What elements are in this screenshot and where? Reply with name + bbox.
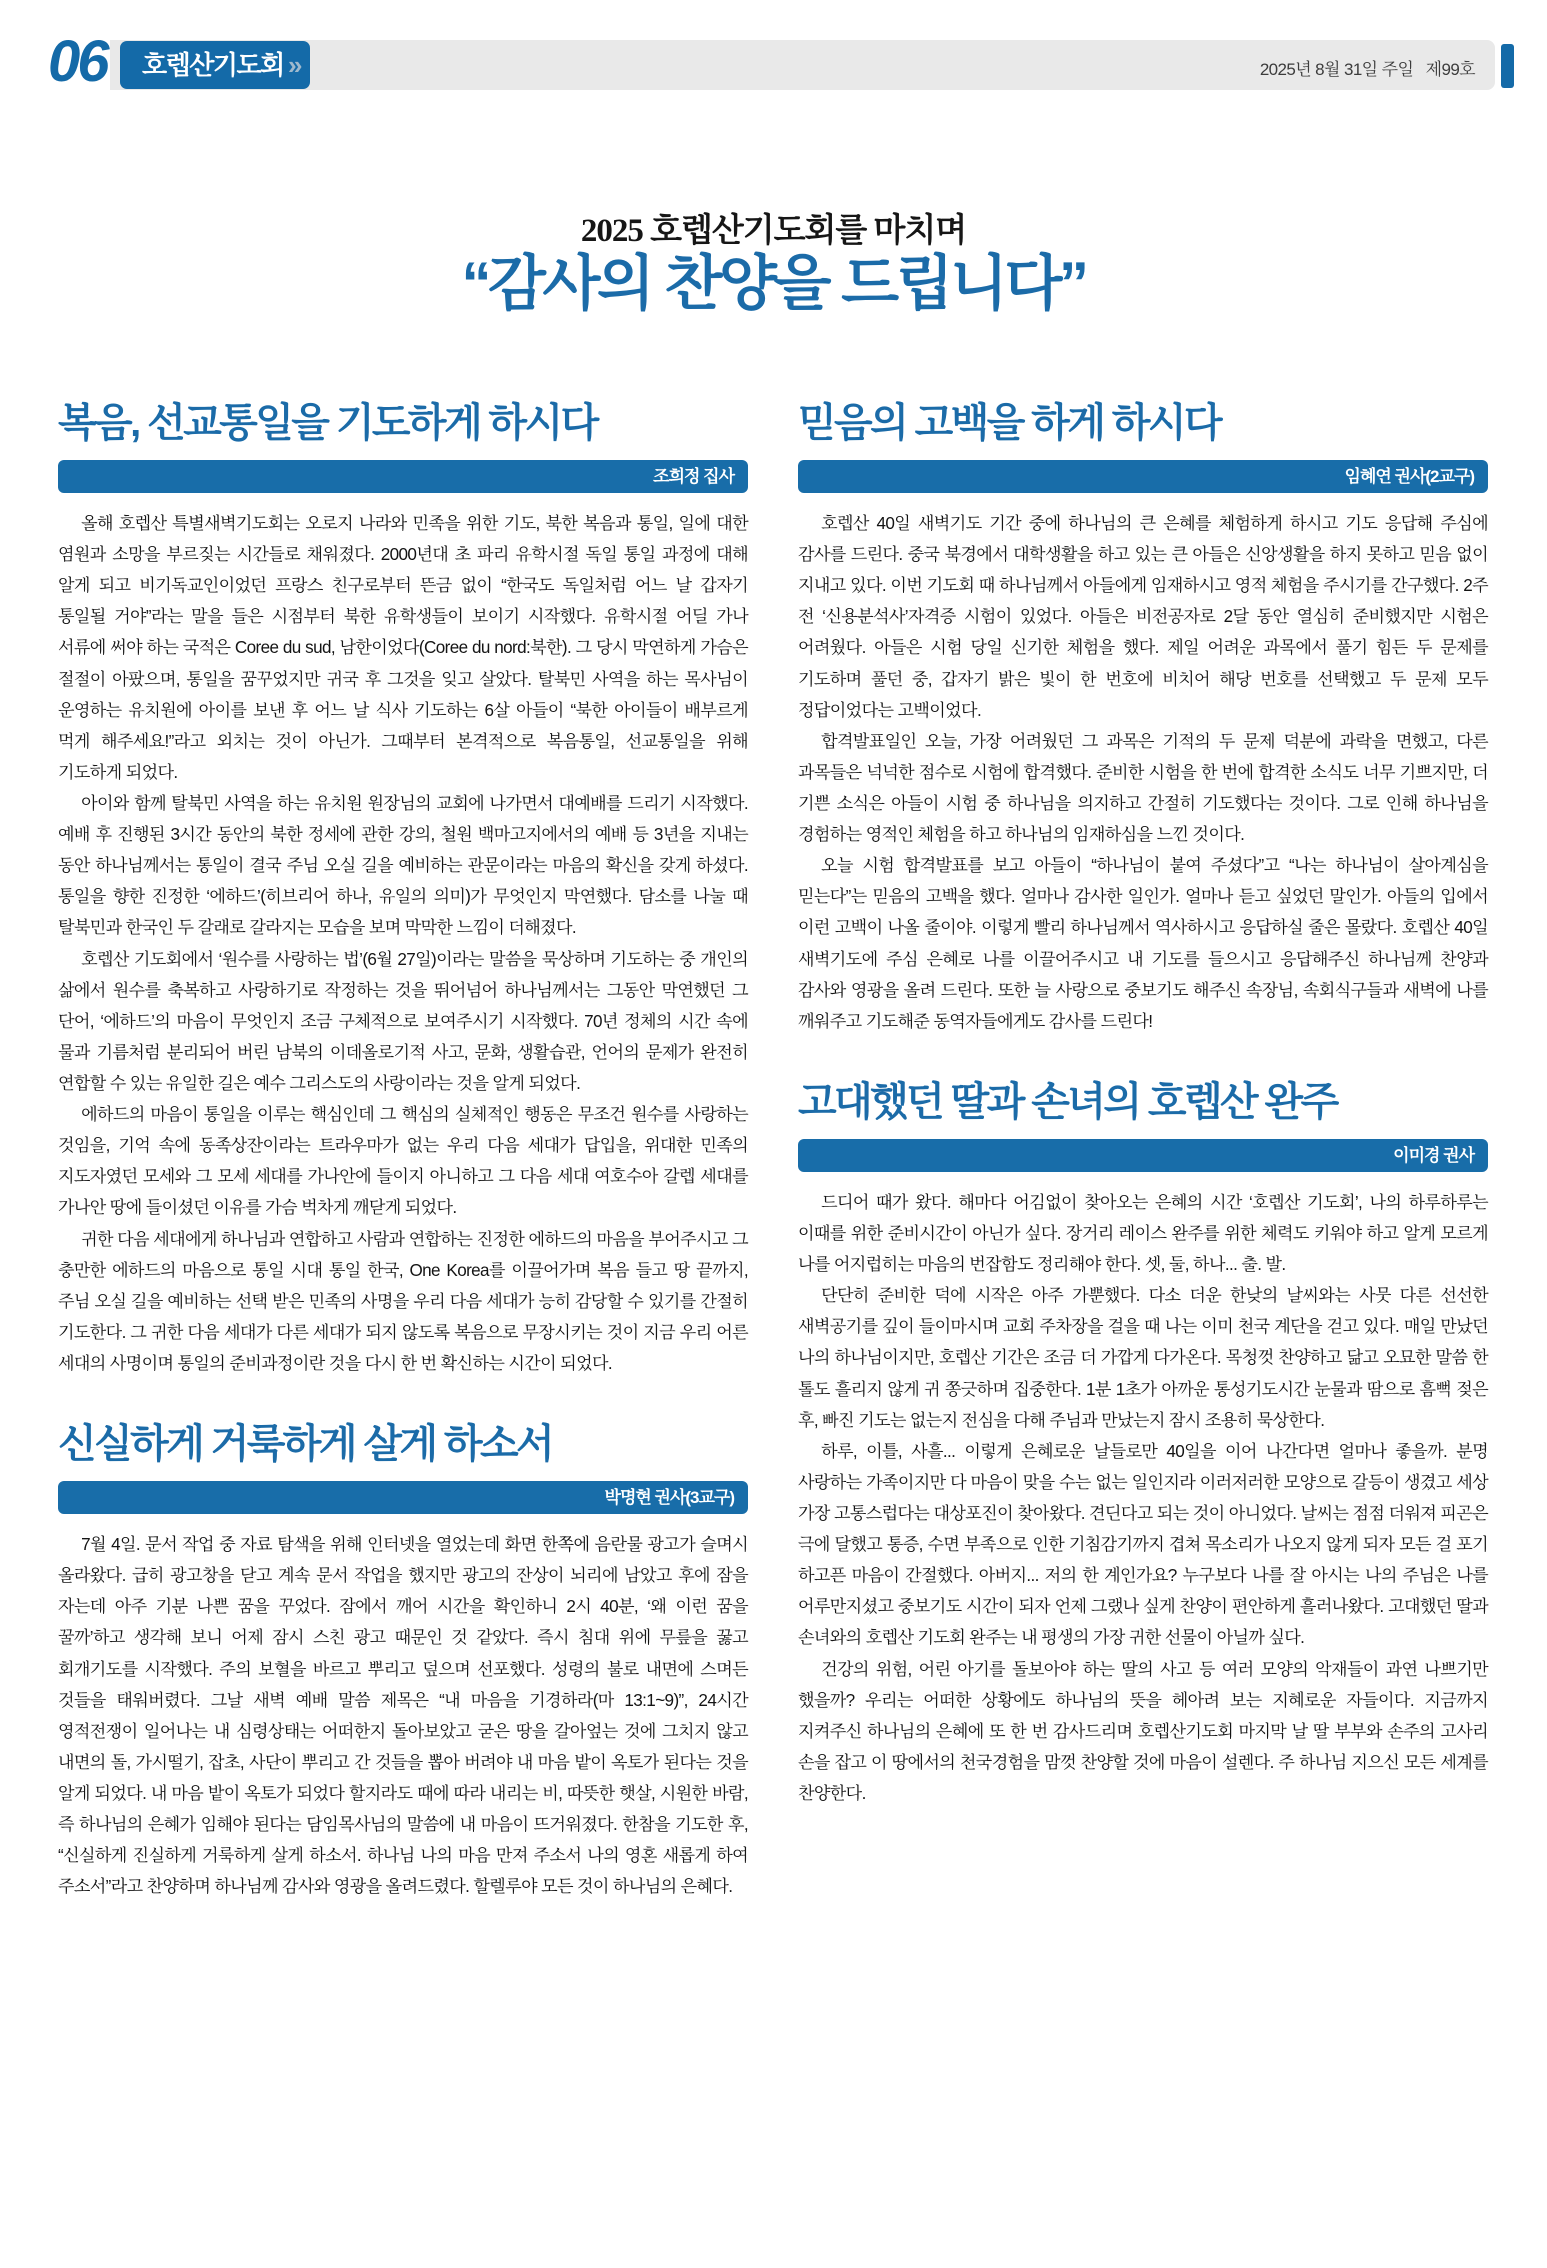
article-paragraph: 오늘 시험 합격발표를 보고 아들이 “하나님이 붙여 주셨다”고 “나는 하나님이 살아계심을 믿는다”는 믿음의 고백을 했다. 얼마나 감사한 일인가. 얼마나 듣고 싶었던 말인가. 아들의 입에서 이런 고백이 나올 줄이야. 이렇게 빨리 하나님께서 역사하시고 응답하실 줄은 몰랐다. 호렙산 40일 새벽기도에 주심 은혜로 나를 이끌어주시고 내 기도를 들으시고 응답해주신 하나님께 찬양과 감사와 영광을 올려 드린다. 또한 늘 사랑으로 중보기도 해주신 속장님, 속회식구들과 새벽에 나를 깨워주고 기도해준 동역자들에게도 감사를 드린다! <box>798 856 1488 1031</box>
article-title: 믿음의 고백을 하게 하시다 <box>798 401 1220 445</box>
column-spacer <box>798 1037 1488 1079</box>
article-2 <box>798 400 1488 1037</box>
article-paragraph: 하루, 이틀, 사흘... 이렇게 은혜로운 날들로만 40일을 이어 나간다면 얼마나 좋을까. 분명 사랑하는 가족이지만 다 마음이 맞을 수는 없는 일인지라 이러저러한 모양으로 갈등이 생겼고 세상 가장 고통스럽다는 대상포진이 찾아왔다. 견딘다고 되는 것이 아니었다. 날씨는 점점 더워져 피곤은 극에 달했고 통증, 수면 부족으로 인한 기침감기까지 겹쳐 목소리가 나오지 않게 되자 모든 걸 포기 하고픈 마음이 간절했다. 아버지... 저의 한 계인가요? 누구보다 나를 잘 아시는 나의 주님은 나를 어루만지셨고 중보기도 시간이 되자 언제 그랬나 싶게 찬양이 편안하게 흘러나왔다. 고대했던 딸과 손녀와의 호렙산 기도회 완주는 내 평생의 가장 귀한 선물이 아닐까 싶다. <box>798 1441 1488 1648</box>
article-body <box>798 1187 1488 1809</box>
article-paragraph: 호렙산 40일 새벽기도 기간 중에 하나님의 큰 은혜를 체험하게 하시고 기도 응답해 주심에 감사를 드린다. 중국 북경에서 대학생활을 하고 있는 큰 아들은 신앙생활을 하지 못하고 믿음 없이 지내고 있다. 이번 기도회 때 하나님께서 아들에게 임재하시고 영적 체험을 주시기를 간구했다. 2주 전 ‘신용분석사’자격증 시험이 있었다. 아들은 비전공자로 2달 동안 열심히 준비했지만 시험은 어려웠다. 아들은 시험 당일 신기한 체험을 했다. 제일 어려운 과목에서 풀기 힘든 두 문제를 기도하며 풀던 중, 갑자기 밝은 빛이 한 번호에 비치어 해당 번호를 선택했고 두 문제 모두 정답이었다는 고백이었다. <box>798 514 1488 720</box>
chevron-right-icon: » <box>288 50 299 80</box>
section-tab <box>120 41 310 89</box>
column-spacer <box>58 1379 748 1421</box>
article-byline <box>798 460 1488 493</box>
masthead <box>0 29 1547 94</box>
article-paragraph: 단단히 준비한 덕에 시작은 아주 가뿐했다. 다소 더운 한낮의 날씨와는 사뭇 다른 선선한 새벽공기를 깊이 들이마시며 교회 주차장을 걸을 때 나는 이미 천국 계단을 걷고 있다. 매일 만났던 나의 하나님이지만, 호렙산 기간은 조금 더 가깝게 다가온다. 목청껏 찬양하고 닮고 오묘한 말씀 한 톨도 흘리지 않게 귀 쫑긋하며 집중한다. 1분 1초가 아까운 통성기도시간 눈물과 땀으로 흠뻑 젖은 후, 빠진 기도는 없는지 전심을 다해 주님과 만났는지 잠시 조용히 묵상한다. <box>798 1286 1488 1430</box>
column-right <box>798 400 1488 1809</box>
section-tab-label: 호렙산기도회 <box>142 50 284 80</box>
article-paragraph: 에하드의 마음이 통일을 이루는 핵심인데 그 핵심의 실체적인 행동은 무조건 원수를 사랑하는 것임을, 기억 속에 동족상잔이라는 트라우마가 없는 우리 다음 세대가 답입을, 위대한 민족의 지도자였던 모세와 그 모세 세대를 가나안에 들이지 아니하고 그 다음 세대 여호수아 갈렙 세대를 가나안 땅에 들이셨던 이유를 가슴 벅차게 깨닫게 되었다. <box>58 1105 748 1218</box>
article-title: 고대했던 딸과 손녀의 호렙산 완주 <box>798 1079 1337 1124</box>
article-title: 복음, 선교통일을 기도하게 하시다 <box>58 401 597 445</box>
article-body <box>798 508 1488 1037</box>
page-number: 06 <box>48 29 107 94</box>
article-paragraph: 올해 호렙산 특별새벽기도회는 오로지 나라와 민족을 위한 기도, 북한 복음과 통일, 일에 대한 염원과 소망을 부르짖는 시간들로 채워졌다. 2000년대 초 파리 유학시절 독일 통일 과정에 대해 알게 되고 비기독교인이었던 프랑스 친구로부터 뜬금 없이 “한국도 독일처럼 어느 날 갑자기 통일될 거야”라는 말을 들은 시점부터 북한 유학생들이 보이기 시작했다. 유학시절 어딜 가나 서류에 써야 하는 국적은 Coree du sud, 남한이었다(Coree du nord:북한). 그 당시 막연하게 가슴은 절절이 아팠으며, 통일을 꿈꾸었지만 귀국 후 그것을 잊고 살았다. 탈북민 사역을 하는 목사님이 운영하는 유치원에 아이를 보낸 후 어느 날 식사 기도하는 6살 아들이 “북한 아이들이 배부르게 먹게 해주세요!”라고 외치는 것이 아닌가. 그때부터 본격적으로 복음통일, 선교통일을 위해 기도하게 되었다. <box>58 514 748 782</box>
article-paragraph: 귀한 다음 세대에게 하나님과 연합하고 사람과 연합하는 진정한 에하드의 마음을 부어주시고 그 충만한 에하드의 마음으로 통일 시대 통일 한국, One Korea를 이끌어가며 복음 들고 땅 끝까지, 주님 오실 길을 예비하는 선택 받은 민족의 사명을 우리 다음 세대가 능히 감당할 수 있기를 간절히 기도한다. 그 귀한 다음 세대가 다른 세대가 되지 않도록 복음으로 무장시키는 것이 지금 우리 어른 세대의 사명이며 통일의 준비과정이란 것을 다시 한 번 확신하는 시간이 되었다. <box>58 1229 748 1373</box>
article-body <box>58 508 748 1379</box>
article-byline-label: 조희정 집사 <box>653 467 734 486</box>
article-1 <box>58 400 748 1379</box>
article-byline-label: 박명현 권사(3교구) <box>604 1488 734 1508</box>
issue-date: 2025년 8월 31일 주일 제99호 <box>1259 60 1475 79</box>
page-kicker: 2025 호렙산기도회를 마치며 <box>580 213 967 249</box>
article-4 <box>798 1079 1488 1809</box>
masthead-accent-bar <box>1501 44 1514 88</box>
article-paragraph: 아이와 함께 탈북민 사역을 하는 유치원 원장님의 교회에 나가면서 대예배를 드리기 시작했다. 예배 후 진행된 3시간 동안의 북한 정세에 관한 강의, 철원 백마고지에서의 예배 등 3년을 지내는 동안 하나님께서는 통일이 결국 주님 오실 길을 예비하는 관문이라는 마음의 확신을 갖게 하셨다. 통일을 향한 진정한 ‘에하드’(히브리어 하나, 유일의 의미)가 무엇인지 막연했다. 담소를 나눌 때 탈북민과 한국인 두 갈래로 갈라지는 모습을 보며 막막한 느낌이 더해졌다. <box>58 793 748 938</box>
article-paragraph: 드디어 때가 왔다. 해마다 어김없이 찾아오는 은혜의 시간 ‘호렙산 기도회’, 나의 하루하루는 이때를 위한 준비시간이 아닌가 싶다. 장거리 레이스 완주를 위한 체력도 키워야 하고 알게 모르게 나를 어지럽히는 마음의 번잡함도 정리해야 한다. 셋, 둘, 하나... 출. 발. <box>798 1192 1488 1275</box>
article-byline-label: 이미경 권사 <box>1393 1145 1474 1165</box>
article-paragraph: 합격발표일인 오늘, 가장 어려웠던 그 과목은 기적의 두 문제 덕분에 과락을 면했고, 다른 과목들은 넉넉한 점수로 시험에 합격했다. 준비한 시험을 한 번에 합격한 소식도 너무 기쁘지만, 더 기쁜 소식은 아들이 시험 중 하나님을 의지하고 간절히 기도했다는 것이다. 그로 인해 하나님을 경험하는 영적인 체험을 하고 하나님의 임재하심을 느낀 것이다. <box>798 731 1488 845</box>
article-byline <box>798 1139 1488 1172</box>
article-byline <box>58 460 748 493</box>
article-byline-label: 임혜연 권사(2교구) <box>1344 467 1474 486</box>
article-byline <box>58 1481 748 1514</box>
article-paragraph: 건강의 위험, 어린 아기를 돌보아야 하는 딸의 사고 등 여러 모양의 악재들이 과연 나쁘기만 했을까? 우리는 어떠한 상황에도 하나님의 뜻을 헤아려 보는 지혜로운 자들이다. 지금까지 지켜주신 하나님의 은혜에 또 한 번 감사드리며 호렙산기도회 마지막 날 딸 부부와 손주의 고사리 손을 잡고 이 땅에서의 천국경험을 맘껏 찬양할 것에 마음이 설렌다. 주 하나님 지으신 모든 세계를 찬양한다. <box>798 1659 1488 1803</box>
article-paragraph: 호렙산 기도회에서 ‘원수를 사랑하는 법’(6월 27일)이라는 말씀을 묵상하며 기도하는 중 개인의 삶에서 원수를 축복하고 사랑하기로 작정하는 것을 뛰어넘어 하나님께서는 그동안 막연했던 그 단어, ‘에하드’의 마음이 무엇인지 조금 구체적으로 보여주시기 시작했다. 70년 정체의 시간 속에 물과 기름처럼 분리되어 버린 남북의 이데올로기적 사고, 문화, 생활습관, 언어의 문제가 완전히 연합할 수 있는 유일한 길은 예수 그리스도의 사랑이라는 것을 알게 되었다. <box>58 949 748 1093</box>
column-left <box>58 400 748 1902</box>
article-paragraph: 7월 4일. 문서 작업 중 자료 탐색을 위해 인터넷을 열었는데 화면 한쪽에 음란물 광고가 슬며시 올라왔다. 급히 광고창을 닫고 계속 문서 작업을 했지만 광고의 잔상이 뇌리에 남았고 후에 잠을 자는데 아주 기분 나쁜 꿈을 꾸었다. 잠에서 깨어 시간을 확인하니 2시 40분, ‘왜 이런 꿈을 꿀까’하고 생각해 보니 어제 잠시 스친 광고 때문인 것 같았다. 즉시 침대 위에 무릎을 꿇고 회개기도를 시작했다. 주의 보혈을 바르고 뿌리고 덮으며 선포했다. 성령의 불로 내면에 스며든 것들을 태워버렸다. 그날 새벽 예배 말씀 제목은 “내 마음을 기경하라(마 13:1~9)”, 24시간 영적전쟁이 일어나는 내 심령상태는 어떠한지 돌아보았고 굳은 땅을 갈아엎는 것에 그치지 않고 내면의 돌, 가시떨기, 잡초, 사단이 뿌리고 간 것들을 뽑아 버려야 내 마음 밭이 옥토가 된다는 것을 알게 되었다. 내 마음 밭이 옥토가 되었다 할지라도 때에 따라 내리는 비, 따뜻한 햇살, 시원한 바람, 즉 하나님의 은혜가 임해야 된다는 담임목사님의 말씀에 내 마음이 뜨거워졌다. 한참을 기도한 후, “신실하게 진실하게 거룩하게 살게 하소서. 하나님 나의 마음 만져 주소서 나의 영혼 새롭게 하여 주소서”라고 찬양하며 하나님께 감사와 영광을 올려드렸다. 할렐루야 모든 것이 하나님의 은혜다. <box>58 1535 748 1897</box>
article-title: 신실하게 거룩하게 살게 하소서 <box>58 1422 553 1467</box>
page-title: “감사의 찬양을 드립니다” <box>461 250 1086 317</box>
article-3 <box>58 1421 748 1902</box>
article-body <box>58 1529 748 1902</box>
